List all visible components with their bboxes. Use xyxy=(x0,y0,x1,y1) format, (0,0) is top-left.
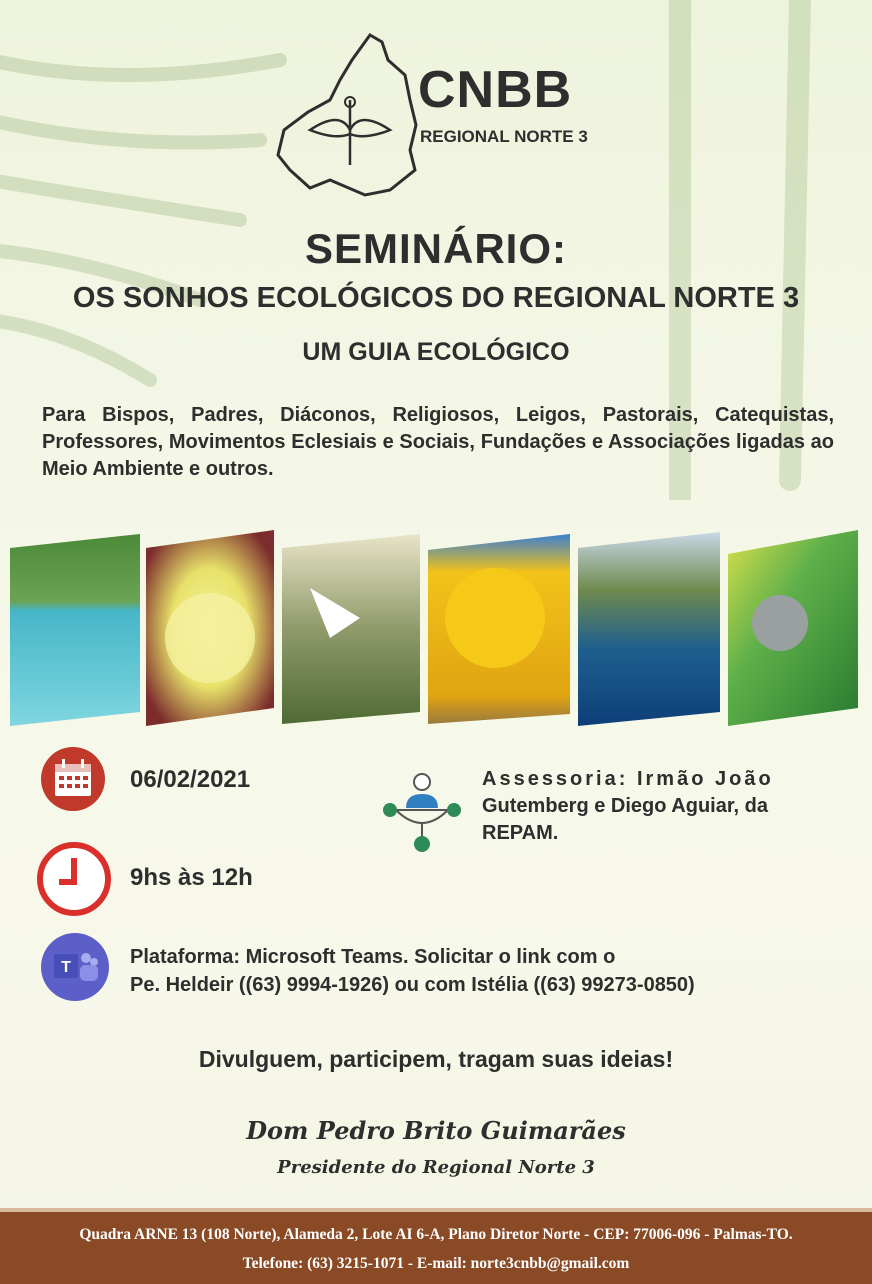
svg-text:T: T xyxy=(61,959,71,976)
org-name: CNBB xyxy=(418,61,573,119)
photo-strip xyxy=(0,528,872,728)
call-to-action: Divulguem, participem, tragam suas ideias! xyxy=(198,1046,674,1072)
advisory-line-2: Gutemberg e Diego Aguiar, da xyxy=(482,795,768,817)
event-title: SEMINÁRIO: xyxy=(305,225,567,272)
advisory-line-1: Assessoria: Irmão João xyxy=(482,768,774,790)
footer xyxy=(0,1208,872,1284)
region-name: REGIONAL NORTE 3 xyxy=(420,127,588,146)
platform-line-1: Plataforma: Microsoft Teams. Solicitar o link com o xyxy=(130,946,616,968)
event-subtitle: OS SONHOS ECOLÓGICOS DO REGIONAL NORTE 3 xyxy=(72,282,800,314)
photo-river-aerial xyxy=(578,532,720,726)
footer-address: Quadra ARNE 13 (108 Norte), Alameda 2, Lote AI 6-A, Plano Diretor Norte - CEP: 77006-096 - Palmas-TO. xyxy=(79,1226,793,1243)
event-date: 06/02/2021 xyxy=(130,766,251,793)
photo-storks xyxy=(282,534,420,724)
signature-role: Presidente do Regional Norte 3 xyxy=(277,1157,595,1178)
clock-icon xyxy=(37,842,111,916)
platform-line-2: Pe. Heldeir ((63) 9994-1926) ou com Istélia ((63) 99273-0850) xyxy=(130,974,695,996)
footer-contact: Telefone: (63) 3215-1071 - E-mail: norte3cnbb@gmail.com xyxy=(242,1255,630,1272)
advisory-info xyxy=(482,766,842,847)
event-tagline: UM GUIA ECOLÓGICO xyxy=(302,338,570,366)
person-network-icon xyxy=(380,770,464,854)
audience-text: Para Bispos, Padres, Diáconos, Religiosos, Leigos, Pastorais, Catequistas, Professores, Movimentos Eclesiais e Sociais, Fundações e Associações ligadas ao Meio Ambiente e outros. xyxy=(42,404,834,480)
advisory-line-3: REPAM. xyxy=(482,822,559,844)
teams-icon xyxy=(40,932,110,1002)
event-time: 9hs às 12h xyxy=(130,864,253,891)
signature-name: Dom Pedro Brito Guimarães xyxy=(246,1116,626,1145)
calendar-icon xyxy=(40,746,106,812)
photo-river-swimming xyxy=(10,534,140,726)
platform-info xyxy=(130,943,695,999)
